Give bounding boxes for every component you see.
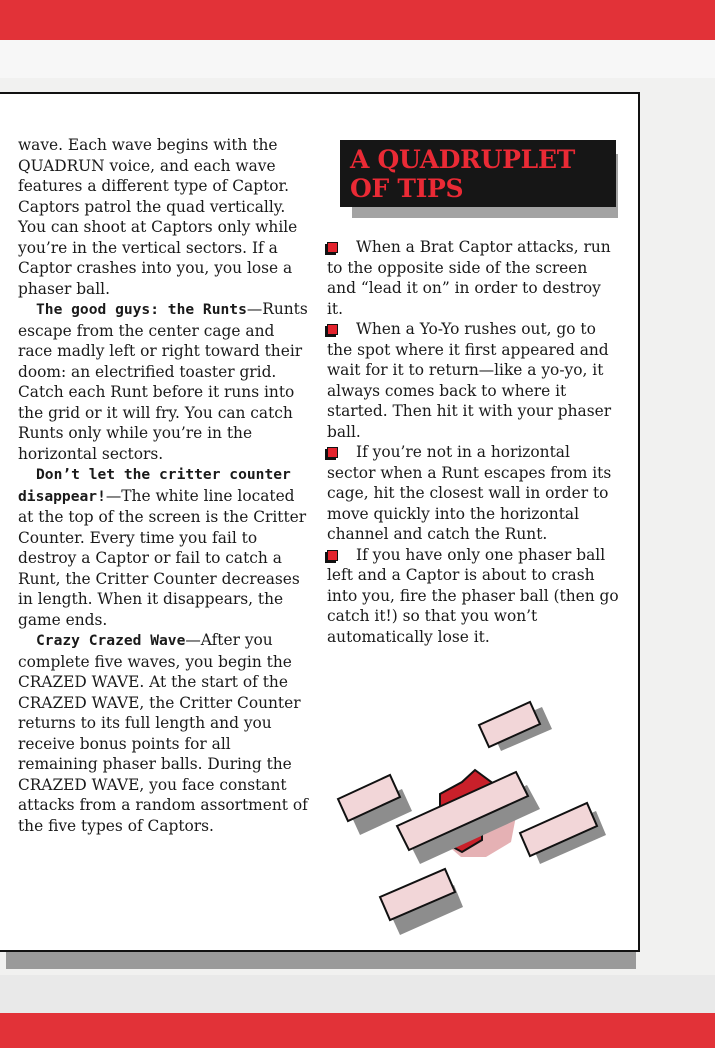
paragraph-crazed-wave: [18, 630, 313, 836]
title-line-2: OF TIPS: [350, 174, 464, 203]
text-runts: —Runts escape from the center cage and race madly left or right toward their doom: an electrified toaster grid. Catch each Runt before it runs into the grid or it will fry. You can catch Runts only while you’re in the horizontal sectors.: [18, 300, 308, 463]
heading-critter-counter: Don’t let the critter counter disappear!: [18, 466, 291, 505]
paragraph-runts: [18, 299, 313, 464]
red-square-bullet-icon: [327, 324, 338, 335]
section-title: [340, 140, 616, 207]
title-line-1: A QUADRUPLET: [350, 145, 576, 174]
tip-text: If you’re not in a horizontal sector when a Runt escapes from its cage, hit the closest wall in order to move quickly into the horizontal channel and catch the Runt.: [327, 443, 612, 543]
bottom-stripe: [0, 975, 715, 1013]
heading-runts: The good guys: the Runts: [36, 301, 247, 318]
left-column: [18, 135, 313, 836]
top-red-band: [0, 0, 715, 40]
tip-item: [327, 442, 619, 545]
tip-item: [327, 237, 619, 319]
red-square-bullet-icon: [327, 550, 338, 561]
bottom-red-band: [0, 1013, 715, 1048]
text-crazed-wave: —After you complete five waves, you begin the CRAZED WAVE. At the start of the CRAZED WAVE, the Critter Counter returns to its full length and you receive bonus points for all remaining phaser balls. During the CRAZED WAVE, you face constant attacks from a random assortment of the five types of Captors.: [18, 631, 308, 835]
tip-item: [327, 319, 619, 442]
quad-bars-illustration: [322, 698, 622, 938]
tips-list: [327, 237, 619, 647]
tip-text: When a Yo-Yo rushes out, go to the spot where it first appeared and wait for it to return—like a yo-yo, it always comes back to where it started. Then hit it with your phaser ball.: [327, 320, 612, 441]
top-stripe: [0, 40, 715, 78]
paragraph-captors: wave. Each wave begins with the QUADRUN voice, and each wave features a different type of Captor. Captors patrol the quad vertically. You can shoot at Captors only while you’re in the vertical sectors. If a Captor crashes into you, you lose a phaser ball.: [18, 136, 298, 298]
tip-text: When a Brat Captor attacks, run to the opposite side of the screen and “lead it on” in order to destroy it.: [327, 238, 611, 318]
red-square-bullet-icon: [327, 447, 338, 458]
bar-shape: [479, 702, 552, 751]
text-critter-counter: —The white line located at the top of the screen is the Critter Counter. Every time you fail to destroy a Captor or fail to catch a Runt, the Critter Counter decreases in length. When it disappears, the game ends.: [18, 486, 307, 629]
heading-crazed-wave: Crazy Crazed Wave: [36, 632, 186, 649]
tip-item: [327, 545, 619, 648]
red-square-bullet-icon: [327, 242, 338, 253]
tip-text: If you have only one phaser ball left and a Captor is about to crash into you, fire the phaser ball (then go catch it!) so that you won’t automatically lose it.: [327, 545, 619, 646]
paragraph-critter-counter: [18, 464, 313, 630]
bar-shape: [380, 869, 463, 935]
